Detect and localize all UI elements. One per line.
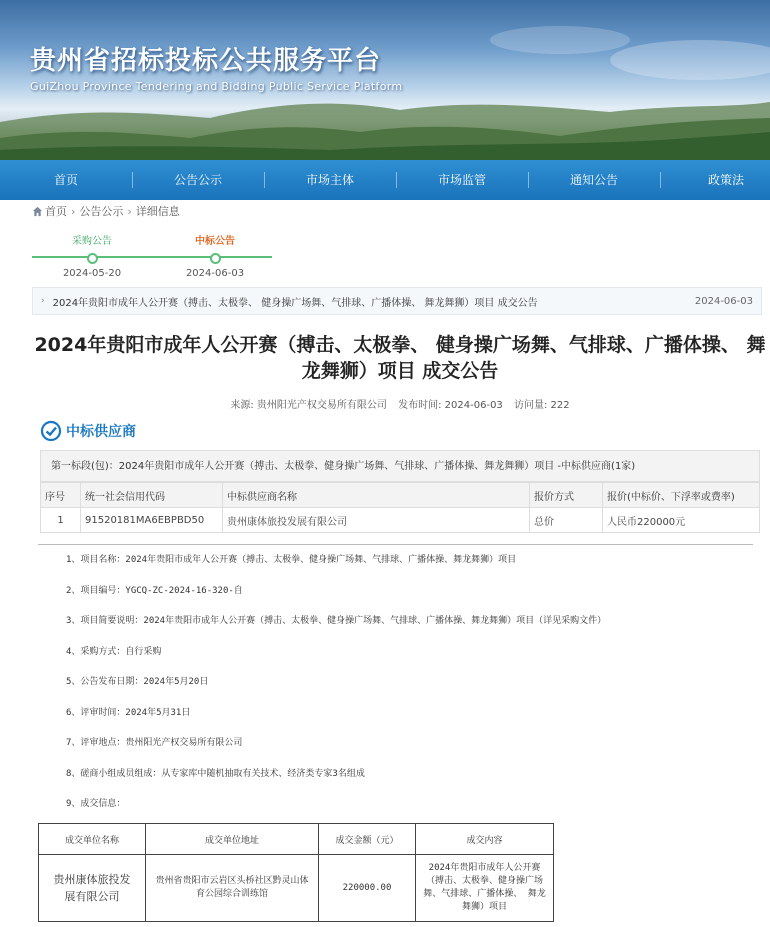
column-header: 成交单位地址 [146, 824, 319, 855]
table-cell: 1 [41, 508, 81, 533]
deal-content: 2024年贵阳市成年人公开赛（搏击、太极拳、健身操广场舞、气排球、广播体操、 舞龙舞狮）项目 [423, 863, 546, 912]
winning-supplier-heading [40, 420, 136, 442]
article-meta [0, 396, 770, 411]
breadcrumb-home-link[interactable]: 首页 [45, 205, 67, 218]
breadcrumb [32, 203, 180, 219]
body-item-procurement-method: 4、采购方式：自行采购 [66, 646, 162, 657]
body-item-project-name: 1、项目名称：2024年贵阳市成年人公开赛（搏击、太极拳、健身操广场舞、气排球、广播体操、舞龙舞狮）项目 [66, 555, 517, 565]
main-nav [0, 160, 770, 200]
notice-date: 2024-06-03 [694, 295, 753, 307]
column-header: 中标供应商名称 [223, 483, 530, 508]
nav-item-policies[interactable]: 政策法 [660, 160, 770, 200]
table-cell: 人民币220000元 [603, 508, 760, 533]
column-header: 统一社会信用代码 [81, 483, 223, 508]
article-title: 2024年贵阳市成年人公开赛（搏击、太极拳、 健身操广场舞、气排球、广播体操、 舞龙舞狮）项目 成交公告 [34, 334, 766, 382]
column-header: 成交内容 [416, 824, 554, 855]
related-notice-bar[interactable] [32, 287, 762, 315]
table-row [41, 508, 760, 533]
nav-item-market-supervision[interactable]: 市场监管 [396, 160, 528, 200]
breadcrumb-announcements-link[interactable]: 公告公示 [79, 205, 124, 218]
table-header-row [39, 824, 554, 855]
timeline-step-label: 采购公告 [72, 236, 112, 247]
notice-title[interactable]: 2024年贵阳市成年人公开赛（搏击、太极拳、 健身操广场舞、气排球、广播体操、 舞龙舞狮）项目 成交公告 [52, 297, 538, 309]
chevron-right-icon: › [127, 204, 132, 218]
timeline-step-date: 2024-06-03 [185, 268, 245, 279]
check-badge-icon [40, 420, 62, 442]
content-divider [38, 544, 753, 545]
column-header: 报价(中标价、下浮率或费率) [603, 483, 760, 508]
supplier-table-wrap [40, 450, 760, 533]
timeline-step-procurement[interactable] [52, 232, 132, 279]
article-publish-time: 发布时间: 2024-06-03 [398, 400, 503, 411]
site-title: 贵州省招标投标公共服务平台 [30, 46, 382, 76]
column-header: 成交金额（元） [319, 824, 416, 855]
table-cell: 总价 [530, 508, 603, 533]
table-header-row [41, 483, 760, 508]
timeline-step-award[interactable] [175, 232, 255, 279]
deal-amount: 220000.00 [342, 882, 392, 893]
deal-table [38, 823, 554, 922]
body-item-project-number: 2、项目编号：YGCQ-ZC-2024-16-320-自 [66, 585, 243, 596]
body-item-project-summary: 3、项目简要说明：2024年贵阳市成年人公开赛（搏击、太极拳、健身操广场舞、气排球、广播体操、舞龙舞狮）项目（详见采购文件） [66, 616, 607, 626]
column-header: 序号 [41, 483, 81, 508]
article-source: 来源: 贵州阳光产权交易所有限公司 [230, 400, 387, 411]
table-row [39, 855, 554, 922]
body-item-review-time: 6、评审时间：2024年5月31日 [66, 707, 191, 718]
table-cell [146, 855, 319, 922]
section-heading-text: 中标供应商 [66, 424, 136, 440]
home-icon [32, 206, 43, 217]
lot-description: 第一标段(包)：2024年贵阳市成年人公开赛（搏击、太极拳、健身操广场舞、气排球、广播体操、舞龙舞狮）项目 -中标供应商(1家) [40, 450, 760, 482]
column-header: 报价方式 [530, 483, 603, 508]
supplier-table [40, 482, 760, 533]
table-cell: 贵州康体旅投发展有限公司 [223, 508, 530, 533]
timeline-dot-icon [87, 253, 98, 264]
breadcrumb-current: 详细信息 [135, 205, 180, 218]
table-cell [416, 855, 554, 922]
timeline-dot-icon [210, 253, 221, 264]
deal-company-address: 贵州省贵阳市云岩区头桥社区黔灵山体育公园综合训练馆 [155, 876, 309, 899]
body-item-deal-info: 9、成交信息： [66, 799, 126, 809]
timeline-step-date: 2024-05-20 [62, 268, 122, 279]
table-cell [319, 855, 416, 922]
nav-item-home[interactable]: 首页 [53, 173, 78, 187]
chevron-right-icon: › [41, 296, 45, 306]
article-visits: 访问量: 222 [513, 400, 570, 411]
process-timeline [32, 232, 272, 279]
chevron-right-icon: › [71, 204, 76, 218]
deal-company-name: 贵州康体旅投发展有限公司 [53, 873, 131, 903]
table-cell: 91520181MA6EBPBD50 [81, 508, 223, 533]
table-cell [39, 855, 146, 922]
column-header: 成交单位名称 [39, 824, 146, 855]
nav-item-announcements[interactable]: 公告公示 [132, 160, 264, 200]
announcement-body [66, 553, 756, 828]
body-item-panel-composition: 8、磋商小组成员组成：从专家库中随机抽取有关技术、经济类专家3名组成 [66, 768, 365, 779]
site-banner [0, 0, 770, 160]
site-subtitle: GuiZhou Province Tendering and Bidding Public Service Platform [30, 80, 403, 93]
body-item-publish-date: 5、公告发布日期：2024年5月20日 [66, 677, 209, 687]
body-item-review-location: 7、评审地点：贵州阳光产权交易所有限公司 [66, 738, 243, 748]
nav-item-notices[interactable]: 通知公告 [528, 160, 660, 200]
timeline-step-label: 中标公告 [195, 236, 235, 247]
nav-item-market-entities[interactable]: 市场主体 [264, 160, 396, 200]
